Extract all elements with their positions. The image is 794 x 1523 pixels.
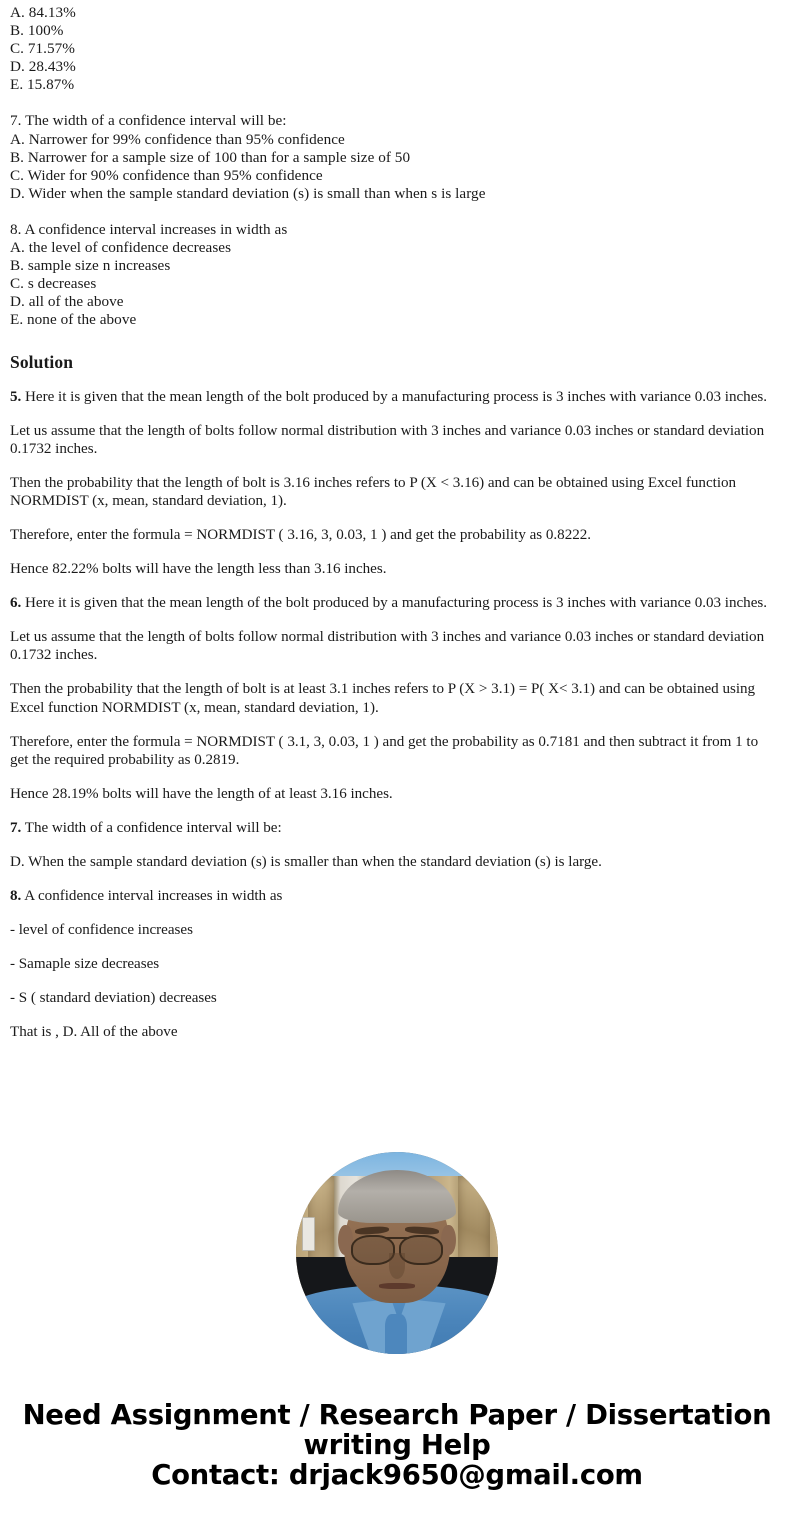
portrait-tie [385, 1314, 407, 1354]
paragraph-lead: 7. [10, 819, 22, 836]
solution-paragraph [10, 422, 780, 458]
portrait-wall-switch [302, 1217, 315, 1251]
eyeglass-lens-right [399, 1235, 444, 1265]
paragraph-text: Here it is given that the mean length of the bolt produced by a manufacturing process is 3 inches with variance 0.03 inches. [21, 388, 767, 405]
portrait-ear-right [441, 1225, 455, 1255]
paragraph-lead: 8. [10, 888, 22, 905]
portrait-image [296, 1152, 498, 1354]
portrait-mouth [379, 1283, 415, 1288]
option-line: D. Wider when the sample standard deviation (s) is small than when s is large [10, 184, 486, 202]
solution-paragraph [10, 474, 780, 510]
paragraph-lead-suffix: . [17, 388, 22, 405]
question-7-group [10, 112, 782, 202]
solution-paragraph [10, 1023, 780, 1041]
question-8-group [10, 221, 782, 330]
option-line: C. s decreases [10, 275, 97, 293]
solution-paragraph [10, 680, 780, 716]
paragraph-text: A confidence interval increases in width as [21, 888, 283, 905]
paragraph-text: That is , D. All of the above [10, 1024, 178, 1041]
tutor-portrait [296, 1152, 498, 1354]
option-line: C. 71.57% [10, 40, 75, 58]
option-line: C. Wider for 90% confidence than 95% confidence [10, 166, 323, 184]
paragraph-text: Therefore, enter the formula = NORMDIST ( 3.16, 3, 0.03, 1 ) and get the probability as 0.8222. [10, 526, 592, 543]
solution-paragraph [10, 955, 780, 973]
footer-contact-email[interactable]: Contact: drjack9650@gmail.com [151, 1459, 643, 1491]
paragraph-text: Therefore, enter the formula = NORMDIST ( 3.1, 3, 0.03, 1 ) and get the probability as 0.7181 and then subtract it from 1 to get the required probability as 0.2819. [10, 733, 759, 768]
paragraph-text: The width of a confidence interval will be: [21, 819, 282, 836]
option-line: D. 28.43% [10, 58, 76, 76]
solution-paragraph [10, 560, 780, 578]
paragraph-text: D. When the sample standard deviation (s) is smaller than when the standard deviation (s) is large. [10, 854, 602, 870]
solution-paragraph [10, 887, 780, 905]
paragraph-lead: 6 [10, 595, 18, 612]
solution-body [0, 388, 794, 1042]
paragraph-lead-suffix: . [17, 595, 22, 612]
solution-paragraph [10, 594, 780, 612]
eyeglass-bridge [385, 1237, 409, 1239]
footer-promo [0, 1400, 794, 1490]
paragraph-text: Let us assume that the length of bolts follow normal distribution with 3 inches and variance 0.03 inches or standard deviation 0.1732 inches. [10, 422, 765, 457]
solution-paragraph [10, 785, 780, 803]
question-8-stem: 8. A confidence interval increases in width as [10, 220, 288, 238]
footer-headline-second-line: writing Help [303, 1429, 491, 1461]
block-spacer [10, 203, 782, 221]
paragraph-text: Hence 82.22% bolts will have the length less than 3.16 inches. [10, 561, 387, 578]
paragraph-text: Then the probability that the length of bolt is at least 3.1 inches refers to P (X > 3.1) = P( X< 3.1) and can be obtained using Excel function NORMDIST (x, mean, standard deviation, 1). [10, 681, 756, 716]
option-line: D. all of the above [10, 293, 124, 311]
paragraph-text: Then the probability that the length of bolt is 3.16 inches refers to P (X < 3.16) and can be obtained using Excel function NORMDIST (x, mean, standard deviation, 1). [10, 474, 737, 509]
solution-heading: Solution [10, 351, 74, 372]
option-line: E. none of the above [10, 311, 137, 329]
solution-paragraph [10, 628, 780, 664]
solution-paragraph [10, 921, 780, 939]
paragraph-text: Here it is given that the mean length of the bolt produced by a manufacturing process is 3 inches with variance 0.03 inches. [21, 595, 767, 612]
option-line: B. sample size n increases [10, 257, 171, 275]
option-line: B. Narrower for a sample size of 100 than for a sample size of 50 [10, 148, 411, 166]
option-line: A. the level of confidence decreases [10, 239, 232, 257]
solution-paragraph [10, 819, 780, 837]
paragraph-text: - level of confidence increases [10, 922, 193, 939]
option-line: A. 84.13% [10, 4, 76, 21]
solution-paragraph [10, 733, 780, 769]
solution-paragraph [10, 526, 780, 544]
option-line: A. Narrower for 99% confidence than 95% confidence [10, 130, 345, 148]
option-line: E. 15.87% [10, 76, 75, 94]
solution-paragraph [10, 853, 780, 871]
question-5-options-group [10, 4, 782, 94]
paragraph-text: - S ( standard deviation) decreases [10, 990, 217, 1007]
solution-paragraph [10, 989, 780, 1007]
paragraph-text: - Samaple size decreases [10, 956, 160, 973]
question-7-stem: 7. The width of a confidence interval will be: [10, 112, 287, 130]
paragraph-lead: 5 [10, 388, 18, 405]
option-line: B. 100% [10, 22, 64, 40]
solution-paragraph [10, 388, 780, 406]
paragraph-text: Hence 28.19% bolts will have the length of at least 3.16 inches. [10, 785, 393, 802]
footer-headline: Need Assignment / Research Paper / Dissertation [22, 1399, 772, 1431]
paragraph-text: Let us assume that the length of bolts follow normal distribution with 3 inches and variance 0.03 inches or standard deviation 0.1732 inches. [10, 629, 765, 664]
question-block [0, 0, 794, 330]
block-spacer [10, 94, 782, 112]
